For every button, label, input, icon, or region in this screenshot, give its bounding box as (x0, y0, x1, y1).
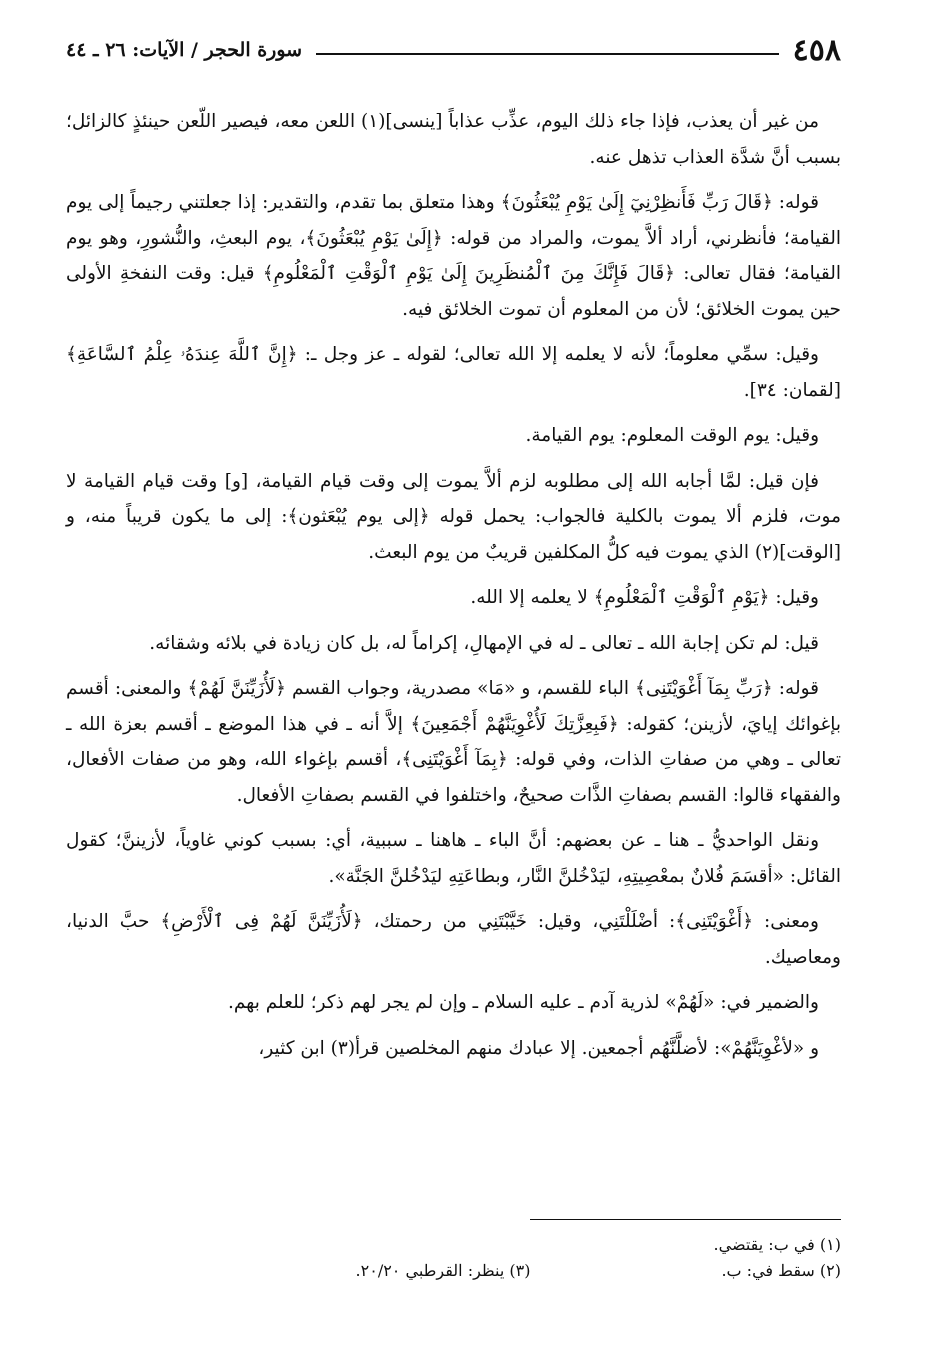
paragraph: فإن قيل: لمَّا أجابه الله إلى مطلوبه لزم ألاَّ يموت إلى وقت قيام القيامة، [و] وقت قيام القيامة لا موت، فلزم ألا يموت بالكلية فالجواب: يحمل قوله ﴿إلى يوم يُبْعَثون﴾: إلى ما يكون قريباً منه، و [الوقت](٢) الذي يموت فيه كلُّ المكلفين قريبٌ من يوم البعث. (66, 470, 841, 563)
paragraph: قوله: ﴿قَالَ رَبِّ فَأَنظِرْنِيٓ إِلَىٰ يَوْمِ يُبْعَثُونَ﴾ وهذا متعلق بما تقدم، والتقدير: إذا جعلتني رجيماً إلى يوم القيامة؛ فأنظرني، أراد ألاَّ يموت، والمراد من قوله: ﴿إِلَىٰ يَوْمِ يُبْعَثُونَ﴾، يوم البعثِ، والنُّشورِ، وهو يوم القيامة؛ فقال تعالى: ﴿قَالَ فَإِنَّكَ مِنَ ٱلْمُنظَرِينَ إِلَىٰ يَوْمِ ٱلْوَقْتِ ٱلْمَعْلُومِ﴾ قيل: وقت النفخةِ الأولى حين يموت الخلائق؛ لأن من المعلوم أن تموت الخلائق فيه. (66, 192, 841, 320)
paragraph: وقيل: يوم الوقت المعلوم: يوم القيامة. (525, 425, 819, 446)
footnotes (220, 1232, 841, 1284)
header-rule (316, 53, 779, 55)
footnote-separator (530, 1219, 841, 1220)
page-number: ٤٥٨ (792, 32, 841, 68)
footnote-1: (١) في ب: يقتضي. (713, 1235, 841, 1254)
footnote-2: (٢) سقط في: ب. (721, 1261, 841, 1280)
paragraph: وقيل: سمِّي معلوماً؛ لأنه لا يعلمه إلا الله تعالى؛ لقوله ـ عز وجل ـ: ﴿إِنَّ ٱللَّهَ عِندَهُۥ عِلْمُ ٱلسَّاعَةِ﴾ [لقمان: ٣٤]. (66, 344, 841, 401)
footnote-3: (٣) ينظر: القرطبي ٢٠/٢٠. (355, 1261, 531, 1280)
main-text (66, 104, 841, 1076)
paragraph: و «لأغْوِيَنَّهُمْ»: لأضلَّنَّهُم أجمعين. إلا عبادك منهم المخلصين قرأ(٣) ابن كثير، (258, 1037, 819, 1059)
footnote-row (220, 1258, 841, 1284)
page-header (66, 32, 841, 68)
paragraph: وقيل: ﴿يَوْمِ ٱلْوَقْتِ ٱلْمَعْلُومِ﴾ لا يعلمه إلا الله. (470, 587, 819, 608)
paragraph: ونقل الواحديُّ ـ هنا ـ عن بعضهم: أنَّ الباء ـ هاهنا ـ سببية، أي: بسبب كوني غاوياً، لأزيننَّ؛ كقول القائل: «أقسَمَ فُلانٌ بمعْصِيتِهِ، ليَدْخُلنَّ النَّار، وبطاعَتِهِ ليَدْخُلنَّ الجَنَّة». (66, 830, 841, 887)
paragraph: قيل: لم تكن إجابة الله ـ تعالى ـ له في الإمهالِ، إكراماً له، بل كان زيادة في بلائه وشقائه. (149, 632, 819, 654)
paragraph: من غير أن يعذب، فإذا جاء ذلك اليوم، عذِّب عذاباً [ينسى](١) اللعن معه، فيصير اللّعن حينئذٍ كالزائل؛ بسبب أنَّ شدَّة العذاب تذهل عنه. (66, 111, 841, 168)
footnote-row (220, 1232, 841, 1258)
running-title: سورة الحجر / الآيات: ٢٦ ـ ٤٤ (66, 39, 303, 61)
paragraph: والضمير في: «لَهُمْ» لذرية آدم ـ عليه السلام ـ وإن لم يجر لهم ذكر؛ للعلم بهم. (227, 992, 819, 1013)
paragraph: قوله: ﴿رَبِّ بِمَآ أَغْوَيْتَنِى﴾ الباء للقسم، و «مَا» مصدرية، وجواب القسم ﴿لَأُزَيِّنَنَّ لَهُمْ﴾ والمعنى: أقسم بإغوائك إيايَ، لأزينن؛ كقوله: ﴿فَبِعِزَّتِكَ لَأُغْوِيَنَّهُمْ أَجْمَعِينَ﴾ إلاَّ أنه ـ في هذا الموضع ـ أقسم بعزة الله ـ تعالى ـ وهي من صفاتِ الذات، وفي قوله: ﴿بِمَآ أَغْوَيْتَنِى﴾، أقسم بإغواء الله، وهو من صفات الأفعال، والفقهاء قالوا: القسم بصفاتِ الذَّات صحيحٌ، واختلفوا في القسم بصفاتِ الأفعال. (66, 678, 841, 806)
paragraph: ومعنى: ﴿أَغْوَيْتَنِى﴾: أضْلَلْتَنِي، وقيل: خَيَّبْتَنِي من رحمتك، ﴿لَأُزَيِّنَنَّ لَهُمْ فِى ٱلْأَرْضِ﴾ حبَّ الدنيا، ومعاصيك. (66, 911, 841, 968)
